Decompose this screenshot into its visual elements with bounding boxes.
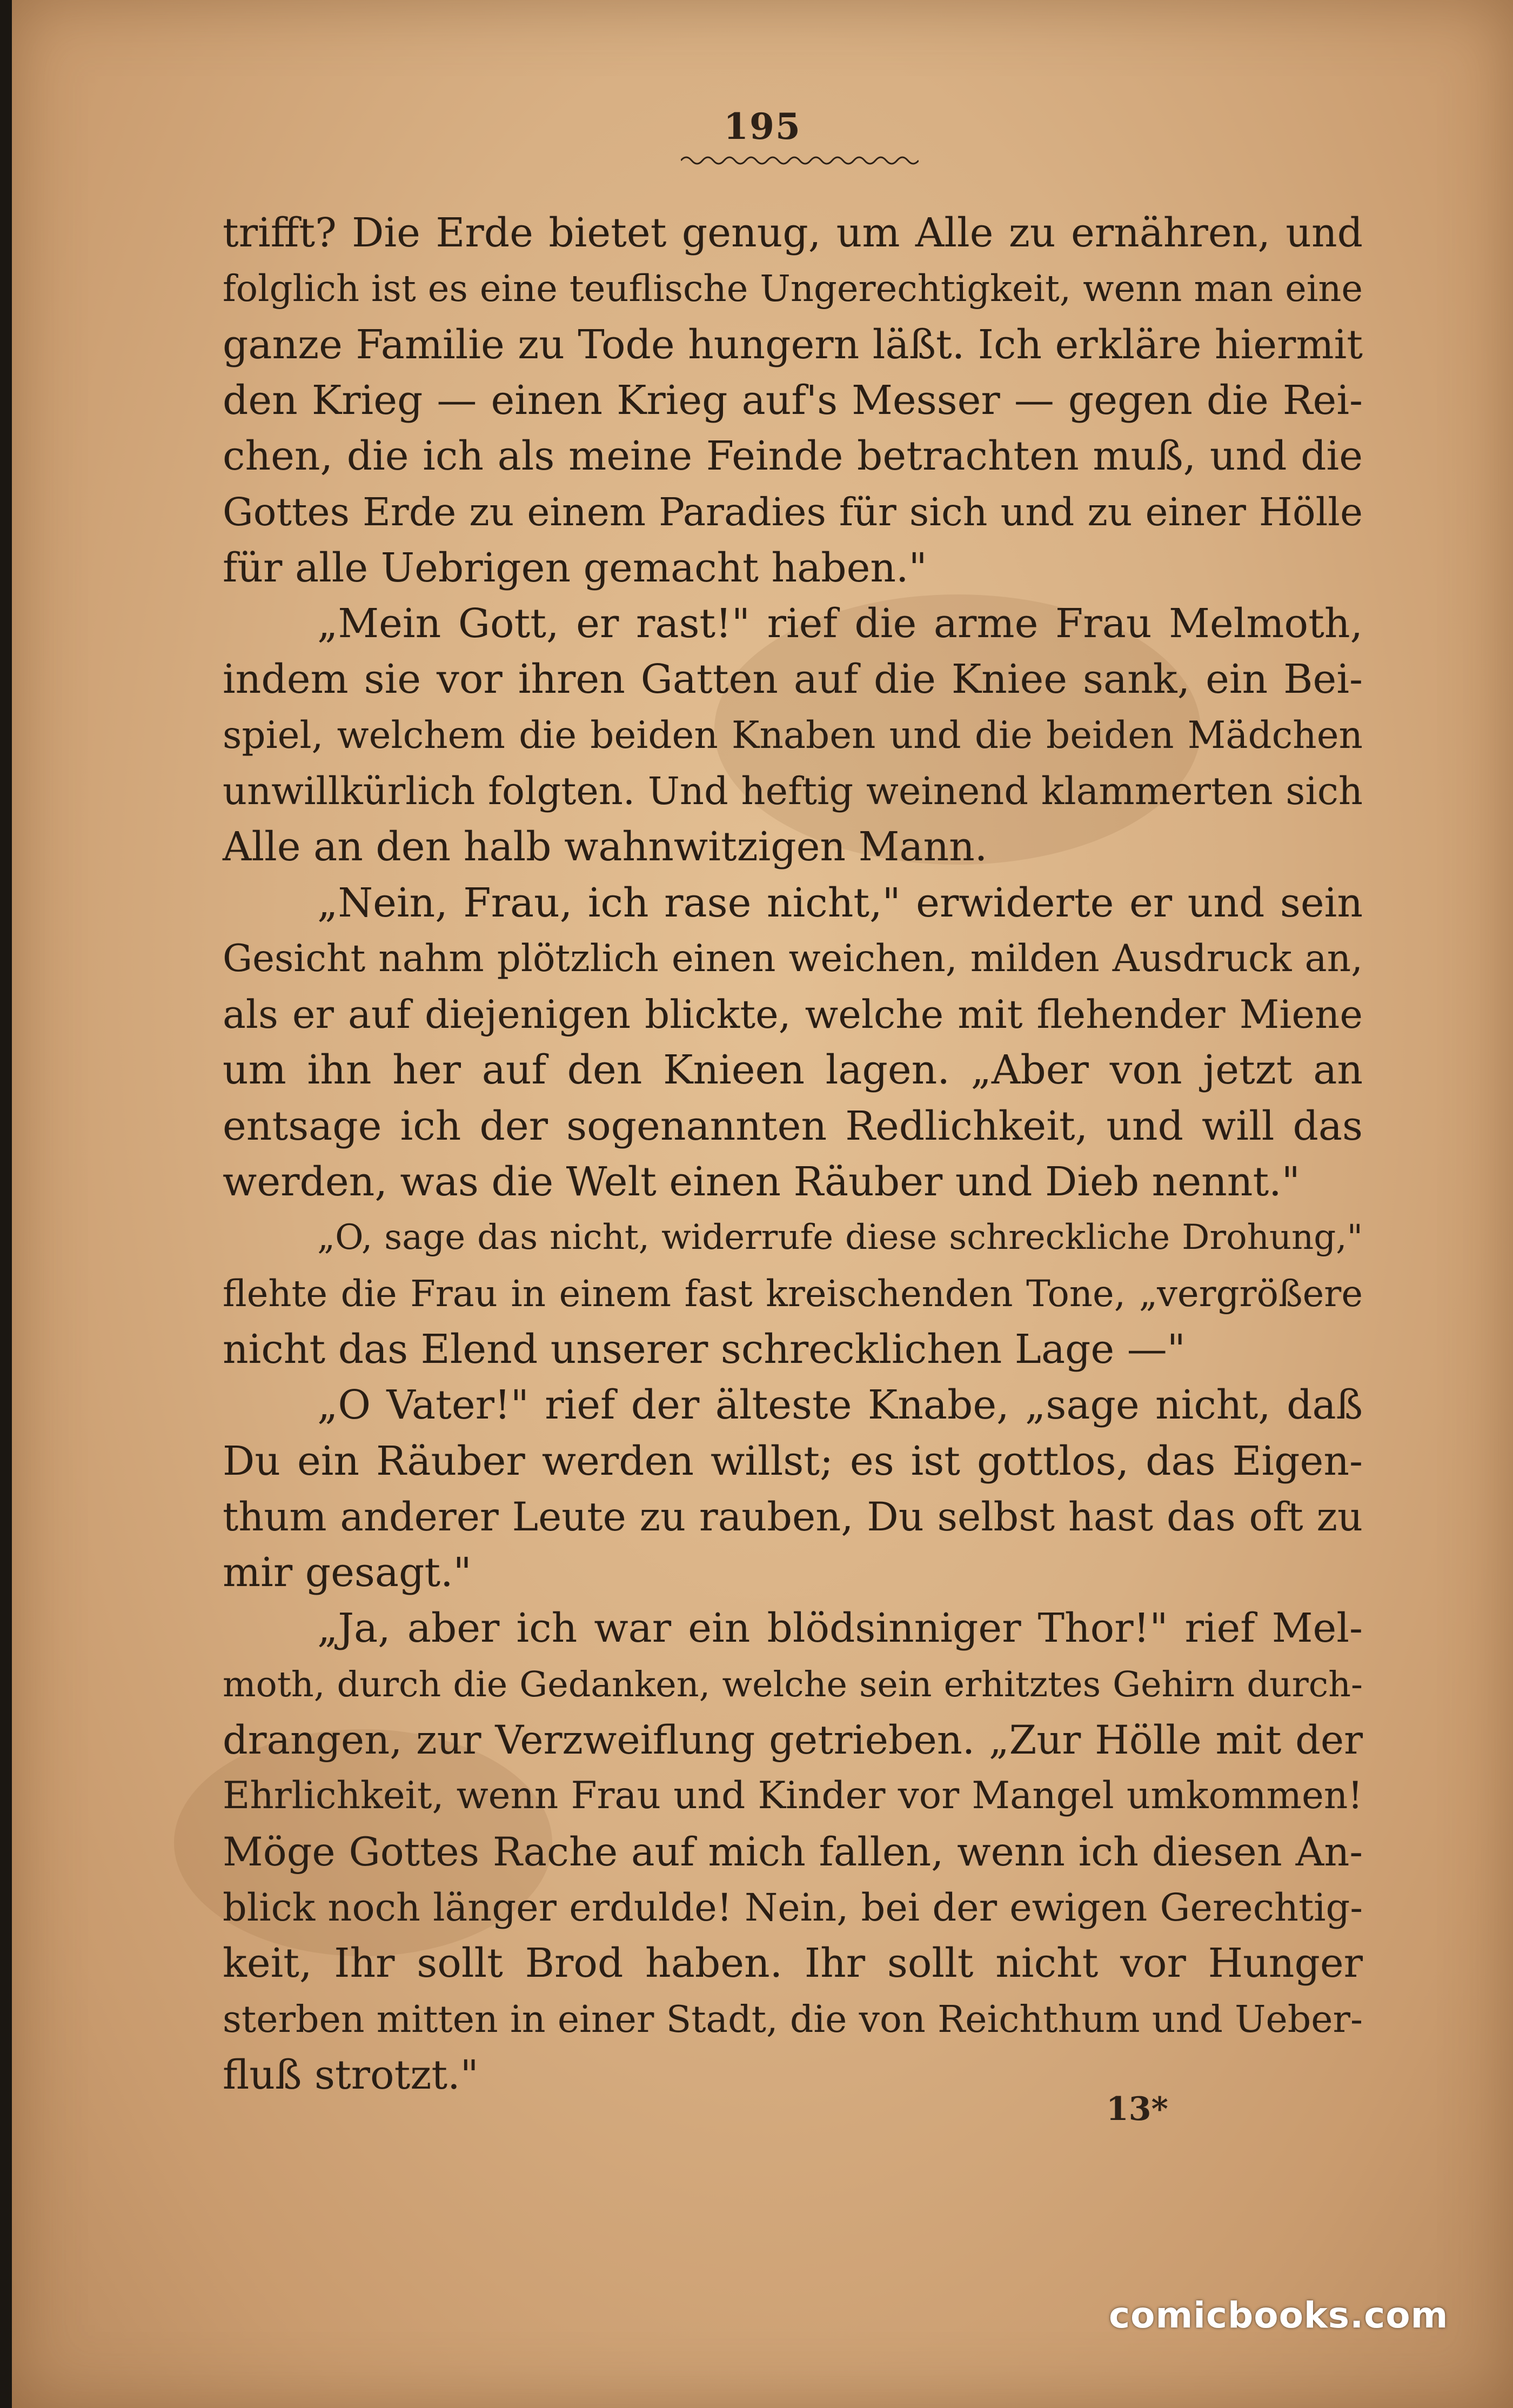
text-line: „Ja, aber ich war ein blödsinniger Thor!" rief Mel- bbox=[317, 1605, 1363, 1652]
text-line: Du ein Räuber werden willst; es ist gottlos, das Eigen- bbox=[223, 1437, 1363, 1484]
book-page bbox=[12, 0, 1513, 2408]
text-line: als er auf diejenigen blickte, welche mit flehender Miene bbox=[223, 992, 1363, 1038]
page-number: 195 bbox=[724, 105, 801, 148]
text-line: „O, sage das nicht, widerrufe diese schreckliche Drohung," bbox=[317, 1218, 1363, 1258]
text-line: moth, durch die Gedanken, welche sein erhitztes Gehirn durch- bbox=[223, 1664, 1363, 1705]
watermark: comicbooks.com bbox=[1109, 2295, 1449, 2336]
text-line: „Mein Gott, er rast!" rief die arme Frau Melmoth, bbox=[317, 600, 1363, 647]
text-line: entsage ich der sogenannten Redlichkeit, und will das bbox=[223, 1102, 1363, 1149]
text-line: den Krieg — einen Krieg auf's Messer — gegen die Rei- bbox=[223, 377, 1363, 424]
text-line: „O Vater!" rief der älteste Knabe, „sage nicht, daß bbox=[317, 1382, 1363, 1429]
text-line: mir gesagt." bbox=[223, 1549, 472, 1596]
text-line: sterben mitten in einer Stadt, die von Reichthum und Ueber- bbox=[223, 1998, 1363, 2041]
text-line: Alle an den halb wahnwitzigen Mann. bbox=[223, 824, 988, 871]
text-line: spiel, welchem die beiden Knaben und die beiden Mädchen bbox=[223, 713, 1363, 757]
text-line: ganze Familie zu Tode hungern läßt. Ich erkläre hiermit bbox=[223, 321, 1363, 368]
text-line: blick noch länger erdulde! Nein, bei der ewigen Gerechtig- bbox=[223, 1885, 1363, 1930]
body-text bbox=[223, 205, 1363, 2103]
text-line: flehte die Frau in einem fast kreischenden Tone, „vergrößere bbox=[223, 1272, 1363, 1315]
text-line: Gesicht nahm plötzlich einen weichen, milden Ausdruck an, bbox=[223, 937, 1363, 980]
text-line: keit, Ihr sollt Brod haben. Ihr sollt nicht vor Hunger bbox=[223, 1940, 1363, 1987]
text-line: für alle Uebrigen gemacht haben." bbox=[223, 544, 927, 591]
text-line: um ihn her auf den Knieen lagen. „Aber von jetzt an bbox=[223, 1047, 1363, 1094]
text-line: Möge Gottes Rache auf mich fallen, wenn ich diesen An- bbox=[223, 1829, 1363, 1875]
text-line: werden, was die Welt einen Räuber und Dieb nennt." bbox=[223, 1159, 1300, 1206]
text-line: nicht das Elend unserer schrecklichen Lage —" bbox=[223, 1326, 1186, 1373]
text-line: drangen, zur Verzweiflung getrieben. „Zur Hölle mit der bbox=[223, 1717, 1363, 1764]
text-line: Ehrlichkeit, wenn Frau und Kinder vor Mangel umkommen! bbox=[223, 1774, 1363, 1818]
text-line: indem sie vor ihren Gatten auf die Kniee sank, ein Bei- bbox=[223, 656, 1363, 703]
text-line: „Nein, Frau, ich rase nicht," erwiderte er und sein bbox=[317, 879, 1363, 926]
text-line: chen, die ich als meine Feinde betrachten muß, und die bbox=[223, 433, 1363, 480]
text-line: trifft? Die Erde bietet genug, um Alle zu ernähren, und bbox=[223, 210, 1363, 256]
text-line: Gottes Erde zu einem Paradies für sich und zu einer Hölle bbox=[223, 490, 1363, 535]
text-line: unwillkürlich folgten. Und heftig weinend klammerten sich bbox=[223, 768, 1363, 813]
text-line: thum anderer Leute zu rauben, Du selbst hast das oft zu bbox=[223, 1494, 1363, 1540]
text-line: folglich ist es eine teuflische Ungerechtigkeit, wenn man eine bbox=[223, 267, 1363, 310]
printer-signature-mark: 13* bbox=[1106, 2090, 1168, 2128]
text-line: fluß strotzt." bbox=[223, 2051, 479, 2098]
decorative-flourish bbox=[681, 152, 919, 169]
